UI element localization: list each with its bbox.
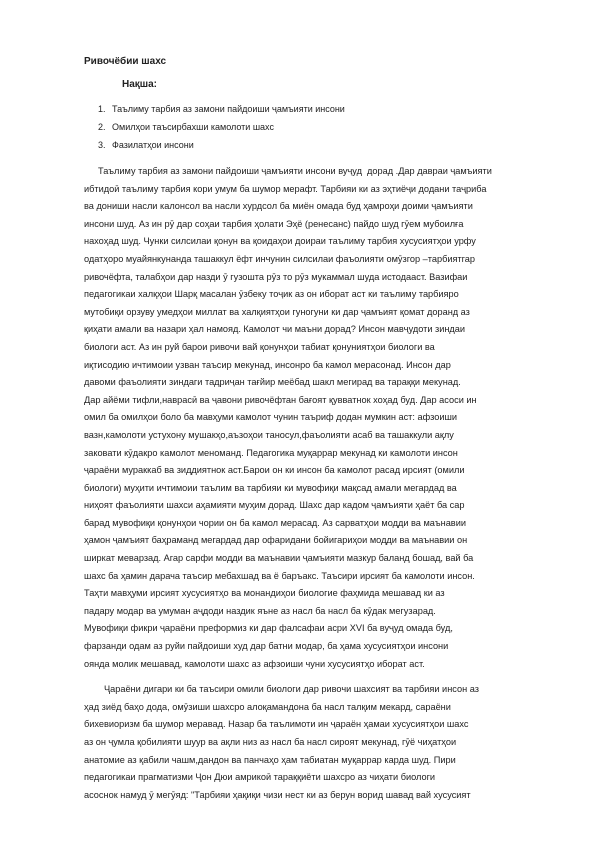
plan-list [84,100,520,154]
plan-item: 1. Таълиму тарбия аз замони пайдоиши ҷамъияти инсони [108,100,520,118]
plan-item: 3. Фазилатҳои инсони [108,136,520,154]
body-paragraph-1: Таълиму тарбия аз замони пайдоиши ҷамъияти инсони вуҷуд дорад .Дар давраи ҷамъияти ибтидоӣ таълиму тарбия кори умум ба шумор мерафт. Тарбияи ки аз эҳтиёҷи додани таҷриба ва дониши насли калонсол ва насли хурдсол ба миён омада буд ҳамроҳи доими ҷамъияти инсони шуд. Аз ин рӯ дар соҳаи тарбия ҳолати Эҳё (ренесанс) пайдо шуд гӯем мубоилға нахоҳад шуд. Чунки силсилаи қонун ва қоидаҳои доираи таълиму тарбия хусусиятҳои урфу одатҳоро муайянкунанда ташаккул ёфт инчунин силсилаи фаъолияти омӯзгор –тарбиятгар ривочёфта, талабҳои дар назди ӯ гузошта рӯз то рӯз мукаммал шуда истодааст. Вазифаи педагогикаи халқҳои Шарқ масалан ӯзбеку тоҷик аз он иборат аст ки таълиму тарбияро мутобиқи орзуву умедҳои миллат ва халқиятҳои гуногуни ки дар ҷамъият қомат доранд аз қиҳати амали ва назари ҳал намояд. Камолот чи маъни дорад? Инсон мавҷудоти зиндаи биологи аст. Аз ин руй барои ривочи вай қонунҳои табиат қонуниятҳои биологи ва иқтисодию ичтимоии узван таъсир мекунад, инсонро ба камол мерасонад. Инсон дар давоми фаъолияти зиндаги тадриҷан тағйир меёбад шакл мегирад ва тараққи мекунад. Дар айёми тифли,наврасӣ ва ҷавони ривочёфтан бағоят қувватнок хоҳад буд. Дар асоси ин омил ба омилҳои боло ба мавҳуми камолот чунин таъриф додан мумкин аст: афзоиши вазн,камолоти устухону мушакҳо,аъзоҳои таносул,фаъолияти асаб ва ташаккули ақлу заковати кӯдакро камолот меноманд. Педагогика муқаррар мекунад ки камолоти инсон ҷараёни мураккаб ва зиддиятнок аст.Барои он ки инсон ба камолот расад ирсият (омили биологи) муҳити ичтимоии таълим ва тарбияи ки мувофиқи мақсад амали мегардад ва ниҳоят фаъолияти шахси аҳамияти муҳим дорад. Шахс дар кадом ҷамъияти ҳаёт ба сар барад мувофиқи қонунҳои чории он ба камол мерасад. Аз сарватҳои модди ва маънавии ҳамон ҷамъият баҳраманд мегардад дар офаридани бойигариҳои модди ва маънавии он ширкат меварзад. Агар сарфи модди ва маънавии ҷамъияти мазкур баланд бошад, вай ба шахс ба ҳамин дарача таъсир мебахшад ва ё баръакс. Таъсири ирсият ба камолоти инсон. Таҳти мавҳуми ирсият хусусиятҳо ва монандиҳои биологие фаҳмида мешавад ки аз падару модар ва умуман аҷдоди наздик яъне аз насл ба насл ба кӯдак мегузарад. Мувофиқи фикри ҷараёни преформиз ки дар фалсафаи асри XVI ба вуҷуд омада буд, фарзанди одам аз руйи пайдоиши худ дар батни модар, ба ҳама хусусиятҳои инсони оянда молик мешавад, камолоти шахс аз афзоиши чуни хусусиятҳо иборат аст. [84,166,492,669]
plan-item: 2. Омилҳои таъсирбахши камолоти шахс [108,118,520,136]
plan-heading: Нақша: [122,79,158,90]
document-title: Ривочёбии шахс [84,56,167,67]
body-paragraph-2: Ҷараёни дигари ки ба таъсири омили биологи дар ривочи шахсият ва тарбияи инсон аз ҳад зиёд баҳо дода, омӯзиши шахсро алоқамандона ба насл талқим мекард, сараёни бихевиоризм ба шумор меравад. Назар ба таълимоти ин ҷараён ҳамаи хусусиятҳои шахс аз он ҷумла қобилияти шуур ва ақли низ аз насл ба насл сироят мекунад, гӯё чиҳатҳои анатомие аз қабили чашм,дандон ва панчаҳо ҳам табиатан муқаррар карда шуд. Пири педагогикаи прагматизми Ҷон Дюи амрикоӣ тараққиёти шахсро аз чиҳати биологи асоснок намуд ӯ мегӯяд: "Тарбияи ҳақиқи чизи нест ки аз берун ворид шавад вай хусусият [84,684,479,800]
